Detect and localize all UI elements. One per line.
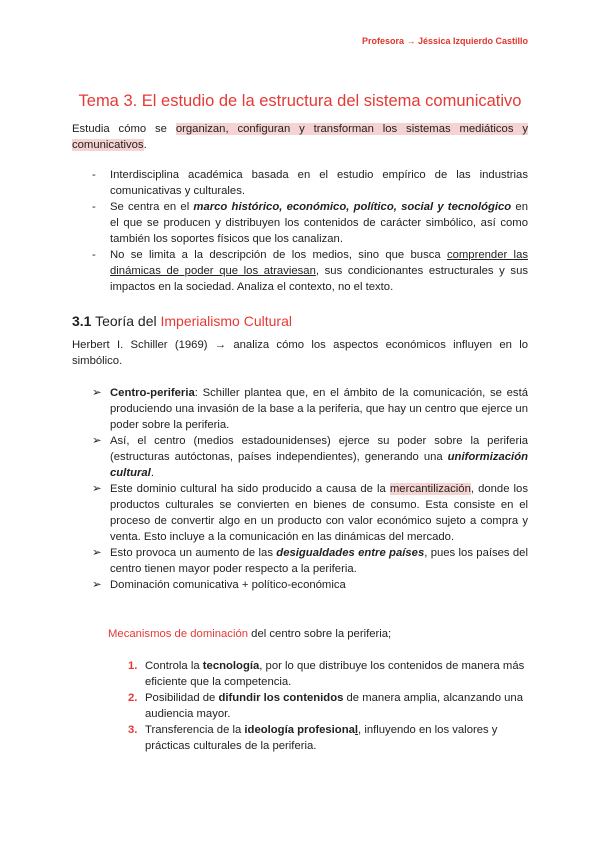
list-item: 1. Controla la tecnología, por lo que distribuye los contenidos de manera más eficiente que la competencia. [128,660,525,688]
intro-paragraph: Estudia cómo se organizan, configuran y transforman los sistemas mediáticos y comunicativos. [72,123,529,151]
section-heading: 3.1 Teoría del Imperialismo Cultural [72,313,292,329]
list-item: - Se centra en el marco histórico, económico, político, social y tecnológico en el que se producen y distribuyen los contenidos de carácter simbólico, así como también los soportes físicos que los canalizan. [92,199,528,247]
list-item: ➢ Esto provoca un aumento de las desigualdades entre países, pues los países del centro tienen mayor poder respecto a la periferia. [92,547,528,575]
arrow-bullet-icon: ➢ [92,579,102,591]
dash-list [92,167,528,295]
arrow-bullet-icon: ➢ [92,547,102,559]
schiller-paragraph: Herbert I. Schiller (1969) → analiza cómo los aspectos económicos influyen en lo simbólico. [72,339,528,367]
list-item: ➢ Así, el centro (medios estadounidenses) ejerce su poder sobre la periferia (estructuras autóctonas, países independientes), generando una uniformización cultural. [92,435,528,479]
professor-header: Profesora → Jéssica Izquierdo Castillo [361,36,528,46]
list-item: 2. Posibilidad de difundir los contenidos de manera amplia, alcanzando una audiencia mayor. [128,692,523,720]
page-title: Tema 3. El estudio de la estructura del sistema comunicativo [78,92,522,110]
mechanisms-heading: Mecanismos de dominación del centro sobre la periferia; [108,628,392,640]
arrow-list [92,385,528,593]
highlight: organizan, configuran y transforman los sistemas mediáticos y comunicativos [72,123,529,151]
list-item: - Interdisciplina académica basada en el estudio empírico de las industrias comunicativas y culturales. [92,167,528,199]
list-item: 3. Transferencia de la ideología profesional, influyendo en los valores y prácticas culturales de la periferia. [128,724,498,752]
list-item: ➢ Centro-periferia: Schiller plantea que, en el ámbito de la comunicación, se está produciendo una invasión de la base a la periferia, que hay un centro que ejerce un poder sobre la periferia. [92,387,528,431]
list-item: ➢ Este dominio cultural ha sido producido a causa de la mercantilización, donde los productos culturales se convierten en bienes de consumo. Esta consiste en el proceso de convertir algo en un producto con valor económico sujeto a compra y venta. Esto incluye a la comunicación en las dinámicas del mercado. [92,483,528,543]
list-item: ➢ Dominación comunicativa + político-económica [92,579,346,591]
arrow-bullet-icon: ➢ [92,435,102,447]
numbered-list [128,658,528,754]
arrow-bullet-icon: ➢ [92,483,102,495]
arrow-bullet-icon: ➢ [92,387,102,399]
list-item: - No se limita a la descripción de los medios, sino que busca comprender las dinámicas de poder que los atraviesan, sus condicionantes estructurales y sus impactos en la sociedad. Analiza el contexto, no el texto. [92,247,528,295]
